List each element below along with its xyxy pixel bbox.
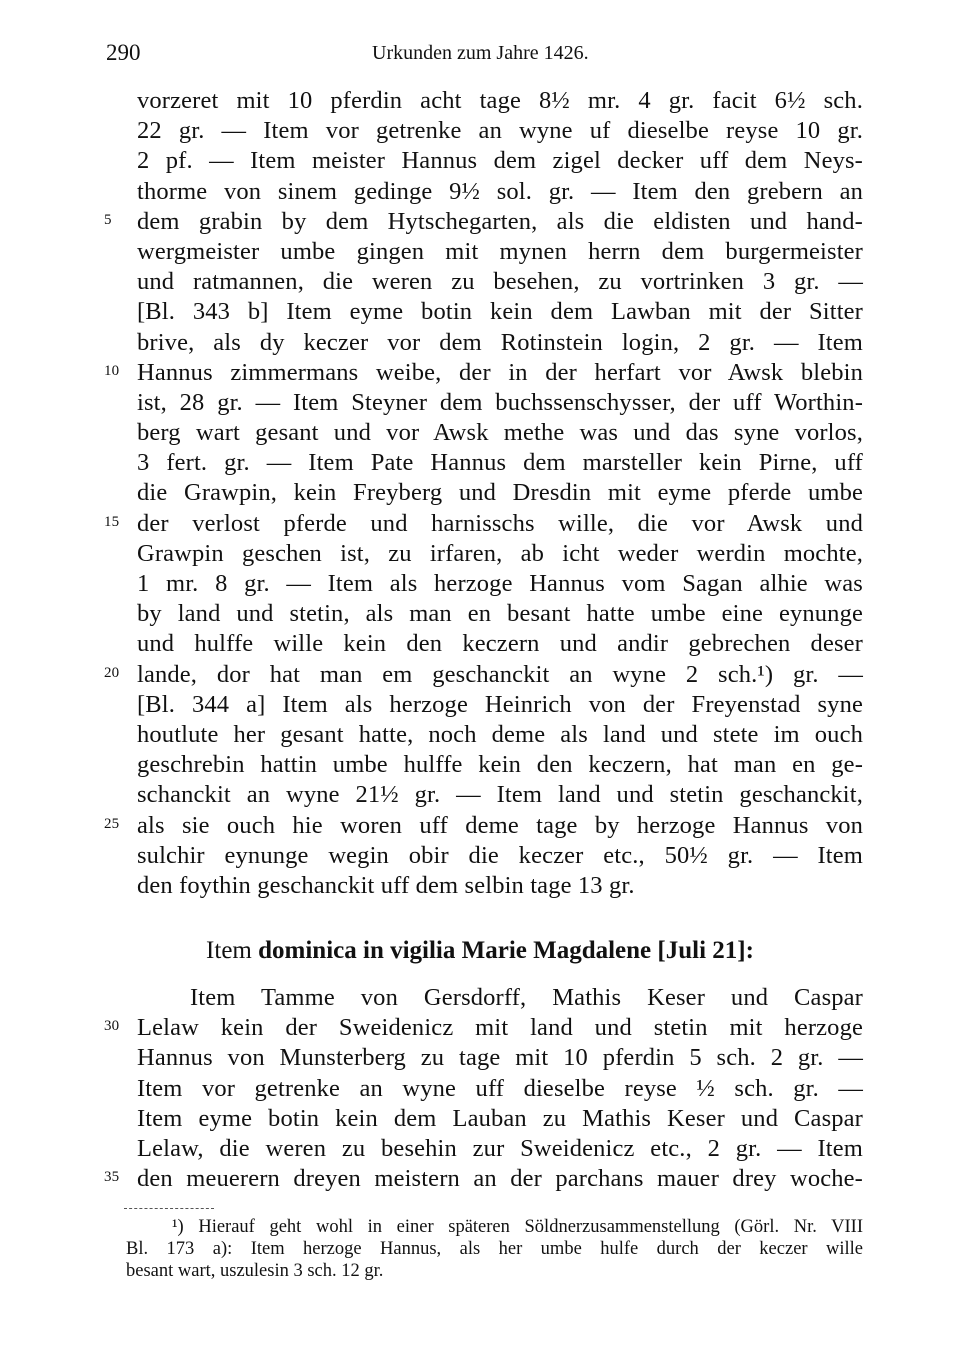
line-text: Hannus zimmermans weibe, der in der herfart vor Awsk blebin bbox=[137, 358, 863, 386]
main-text-line bbox=[0, 328, 960, 358]
line-text: der verlost pferde und harnisschs wille, die vor Awsk und bbox=[137, 509, 863, 537]
footnote-text: Bl. 173 a): Item herzoge Hannus, als her umbe hulfe durch der keczer wille bbox=[126, 1239, 863, 1259]
main-text-line bbox=[0, 841, 960, 871]
main-text-line bbox=[0, 569, 960, 599]
line-text: Grawpin geschen ist, zu irfaren, ab icht weder werdin mochte, bbox=[137, 539, 863, 567]
page-header bbox=[0, 40, 960, 80]
line-text: und ratmannen, die weren zu besehen, zu vortrinken 3 gr. — bbox=[137, 268, 863, 296]
line-text: berg wart gesant und vor Awsk methe was und das syne vorlos, bbox=[137, 419, 863, 447]
section-text-line bbox=[0, 1043, 960, 1073]
line-text: 22 gr. — Item vor getrenke an wyne uf dieselbe reyse 10 gr. bbox=[137, 117, 863, 145]
line-text: thorme von sinem gedinge 9½ sol. gr. — Item den grebern an bbox=[137, 177, 863, 205]
main-text-line bbox=[0, 539, 960, 569]
main-text-line bbox=[0, 509, 960, 539]
main-text-line bbox=[0, 811, 960, 841]
section-heading-prefix: Item bbox=[206, 937, 252, 964]
line-text: 1 mr. 8 gr. — Item als herzoge Hannus vom Sagan alhie was bbox=[137, 570, 863, 597]
section-text-line bbox=[0, 1074, 960, 1104]
line-text: Item vor getrenke an wyne uff dieselbe reyse ½ sch. gr. — bbox=[137, 1074, 863, 1102]
line-text: 2 pf. — Item meister Hannus dem zigel decker uff dem Neys- bbox=[137, 147, 863, 175]
footnote-line bbox=[0, 1216, 960, 1238]
line-number: 35 bbox=[104, 1169, 120, 1186]
section-text-line bbox=[0, 1013, 960, 1043]
line-text: brive, als dy keczer vor dem Rotinstein login, 2 gr. — Item bbox=[137, 328, 863, 356]
main-text-line bbox=[0, 720, 960, 750]
line-text: Lelaw kein der Sweidenicz mit land und stetin mit herzoge bbox=[137, 1014, 863, 1042]
line-text: lande, dor hat man em geschanckit an wyne 2 sch.¹) gr. — bbox=[137, 660, 863, 688]
line-text: dem grabin by dem Hytschegarten, als die eldisten und hand- bbox=[137, 207, 863, 235]
line-text: [Bl. 343 b] Item eyme botin kein dem Lawban mit der Sitter bbox=[137, 298, 863, 326]
line-text: schanckit an wyne 21½ gr. — Item land und stetin geschanckit, bbox=[137, 781, 863, 809]
footnote-text: besant wart, uszulesin 3 sch. 12 gr. bbox=[126, 1261, 384, 1281]
main-text-line bbox=[0, 297, 960, 327]
line-text: vorzeret mit 10 pferdin acht tage 8½ mr. 4 gr. facit 6½ sch. bbox=[137, 87, 863, 114]
section-text-line bbox=[0, 1164, 960, 1194]
footnote-line bbox=[0, 1238, 960, 1260]
main-text-line bbox=[0, 207, 960, 237]
main-text-line bbox=[0, 146, 960, 176]
section-heading bbox=[0, 937, 960, 965]
footnotes bbox=[0, 1216, 960, 1282]
line-number: 25 bbox=[104, 815, 120, 832]
line-number: 20 bbox=[104, 664, 120, 681]
running-head: Urkunden zum Jahre 1426. bbox=[372, 42, 589, 64]
line-text: die Grawpin, kein Freyberg und Dresdin mit eyme pferde umbe bbox=[137, 479, 863, 507]
main-text-line bbox=[0, 267, 960, 297]
main-text-line bbox=[0, 237, 960, 267]
main-text-line bbox=[0, 690, 960, 720]
section-text-line bbox=[0, 1104, 960, 1134]
main-text-line bbox=[0, 660, 960, 690]
footnote-line bbox=[0, 1260, 960, 1282]
line-text: und hulffe wille kein den keczern und andir gebrechen deser bbox=[137, 630, 863, 658]
main-text-line bbox=[0, 116, 960, 146]
footnote-text: ¹) Hierauf geht wohl in einer späteren Söldnerzusammenstellung (Görl. Nr. VIII bbox=[172, 1217, 863, 1237]
main-text-line bbox=[0, 780, 960, 810]
main-text-line bbox=[0, 418, 960, 448]
line-number: 30 bbox=[104, 1018, 120, 1035]
line-text: [Bl. 344 a] Item als herzoge Heinrich von der Freyenstad syne bbox=[137, 690, 863, 718]
line-text: wergmeister umbe gingen mit mynen herrn dem burgermeister bbox=[137, 237, 863, 265]
line-text: houtlute her gesant hatte, noch deme als land und stete im ouch bbox=[137, 720, 863, 748]
page-number: 290 bbox=[106, 40, 141, 65]
section-text bbox=[0, 983, 960, 1194]
main-text-line bbox=[0, 86, 960, 116]
footnote-rule bbox=[124, 1208, 214, 1209]
line-text: Hannus von Munsterberg zu tage mit 10 pferdin 5 sch. 2 gr. — bbox=[137, 1044, 863, 1072]
main-text-line bbox=[0, 448, 960, 478]
section-text-line bbox=[0, 1134, 960, 1164]
line-number: 10 bbox=[104, 362, 120, 379]
line-text: ist, 28 gr. — Item Steyner dem buchssenschysser, der uff Worthin- bbox=[137, 388, 863, 416]
line-text: 3 fert. gr. — Item Pate Hannus dem marsteller kein Pirne, uff bbox=[137, 449, 863, 477]
main-text-line bbox=[0, 358, 960, 388]
line-text: als sie ouch hie woren uff deme tage by herzoge Hannus von bbox=[137, 811, 863, 839]
line-text: sulchir eynunge wegin obir die keczer etc., 50½ gr. — Item bbox=[137, 841, 863, 869]
line-text: den meuerern dreyen meistern an der parchans mauer drey woche- bbox=[137, 1165, 863, 1193]
main-text-line bbox=[0, 478, 960, 508]
main-text-line bbox=[0, 388, 960, 418]
main-text-line bbox=[0, 177, 960, 207]
main-text-line bbox=[0, 599, 960, 629]
line-text: Lelaw, die weren zu besehin zur Sweidenicz etc., 2 gr. — Item bbox=[137, 1134, 863, 1162]
line-number: 15 bbox=[104, 513, 120, 530]
main-text-line bbox=[0, 629, 960, 659]
main-text bbox=[0, 86, 960, 901]
line-text: geschrebin hattin umbe hulffe kein den keczern, hat man en ge- bbox=[137, 751, 863, 779]
section-heading-title: dominica in vigilia Marie Magdalene [Juli 21]: bbox=[258, 937, 754, 964]
line-number: 5 bbox=[104, 211, 112, 228]
section-text-line bbox=[0, 983, 960, 1013]
main-text-line bbox=[0, 871, 960, 901]
main-text-line bbox=[0, 750, 960, 780]
line-text: by land und stetin, als man en besant hatte umbe eine eynunge bbox=[137, 600, 863, 628]
line-text: Item Tamme von Gersdorff, Mathis Keser und Caspar bbox=[190, 984, 863, 1011]
line-text: Item eyme botin kein dem Lauban zu Mathis Keser und Caspar bbox=[137, 1104, 863, 1132]
line-text: den foythin geschanckit uff dem selbin tage 13 gr. bbox=[137, 871, 635, 899]
